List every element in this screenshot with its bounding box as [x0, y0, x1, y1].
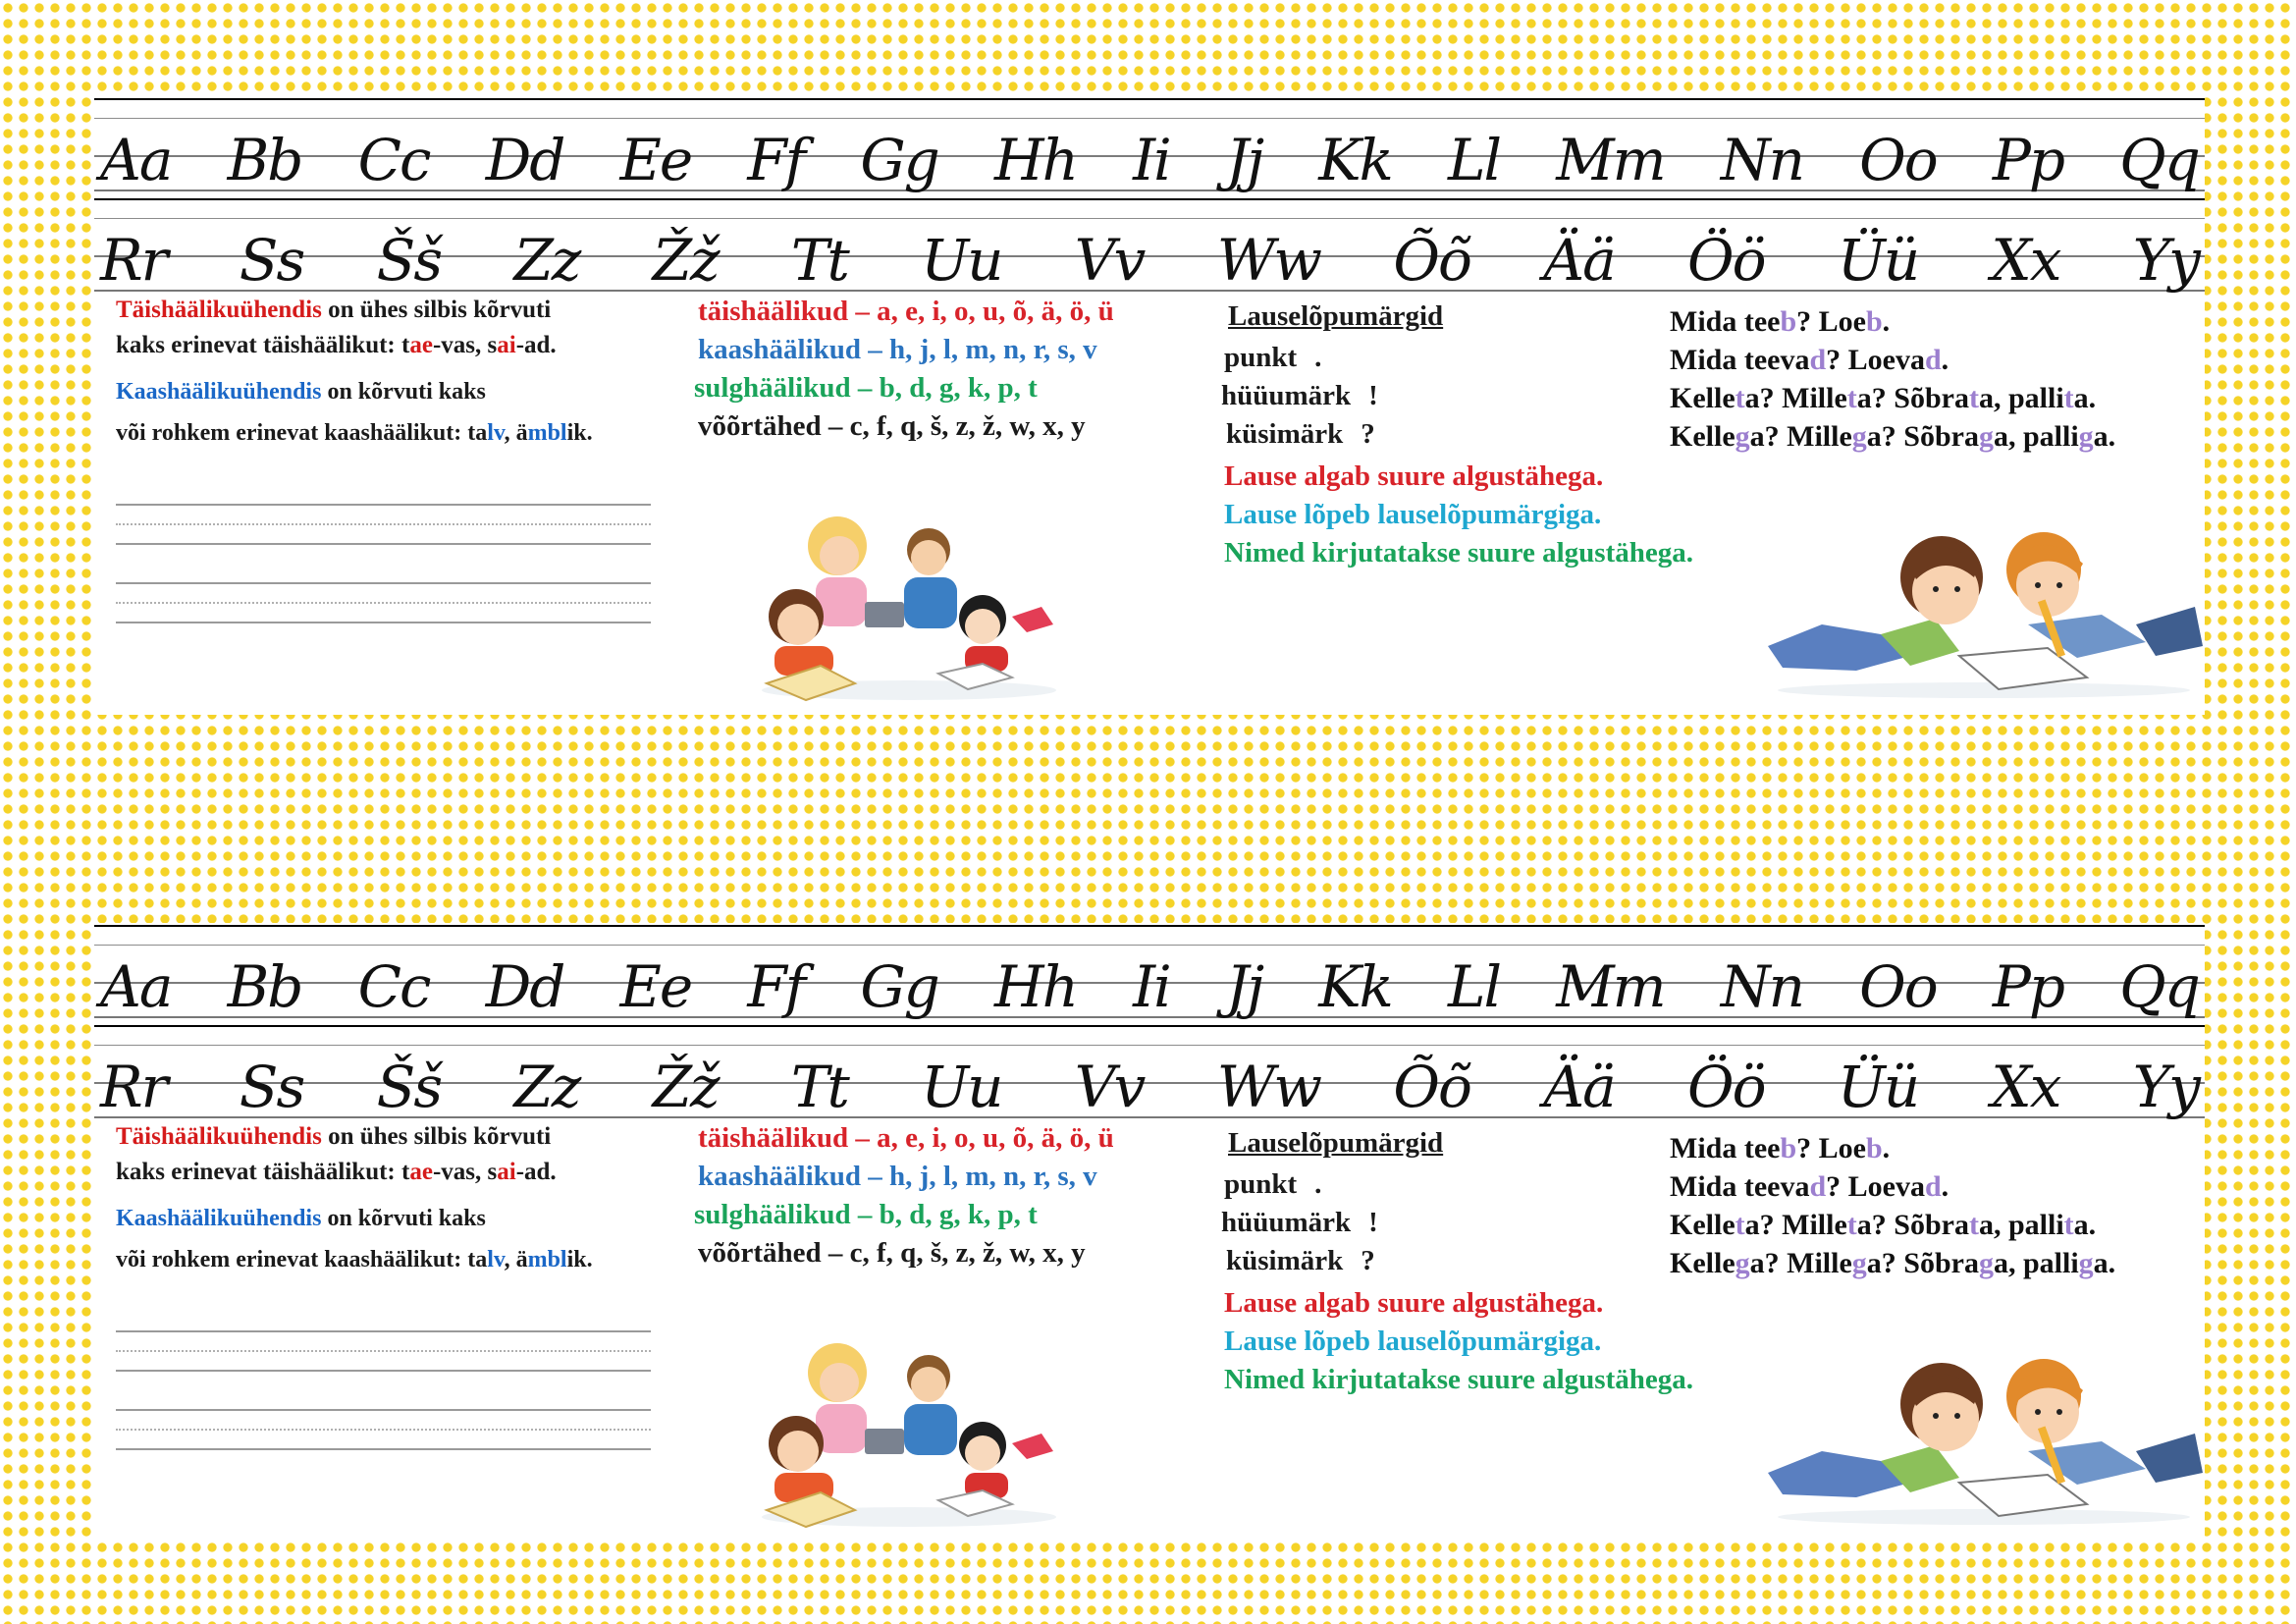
foreign-letters-line: võõrtähed – c, f, q, š, z, ž, w, x, y [698, 410, 1086, 442]
rule-text: ik. [566, 1247, 593, 1272]
cursive-letter: Ll [1447, 953, 1501, 1020]
exclamation-label: hüüumärk [1221, 1207, 1352, 1238]
punctuation-exclamation [1221, 382, 1378, 410]
question-text: Mida tee [1670, 1132, 1781, 1164]
cursive-letters [100, 931, 2199, 1020]
cursive-letter: Hh [994, 953, 1077, 1020]
question-text: a? Mille [1749, 1247, 1852, 1279]
alphabet-card-1 [94, 96, 2205, 715]
cursive-letter: Ww [1216, 1054, 1321, 1120]
cursive-letter: Bb [227, 953, 302, 1020]
cursive-letter: Tt [790, 1054, 848, 1120]
writing-children-illustration [1763, 1335, 2205, 1528]
punctuation-period [1224, 1170, 1321, 1199]
cursive-letter: Dd [485, 127, 564, 193]
cursive-letter: Uu [921, 1054, 1002, 1120]
question-text: a, palli [1978, 382, 2064, 414]
vowel-cluster-rule-line-1 [116, 1124, 551, 1149]
question-text: Kelle [1670, 1209, 1735, 1241]
question-text: ? Loeva [1826, 344, 1925, 376]
rule-text: kaks erinevat täishäälikut: t [116, 332, 410, 358]
question-text: Mida teeva [1670, 344, 1810, 376]
cursive-letter: Kk [1318, 953, 1392, 1020]
cursive-letter: Gg [860, 953, 938, 1020]
alphabet-card-2 [94, 923, 2205, 1542]
plosives-line: sulghäälikud – b, d, g, k, p, t [694, 1199, 1038, 1230]
exclamation-label: hüüumärk [1221, 380, 1352, 411]
cursive-letter: Mm [1556, 127, 1665, 193]
consonant-cluster-rule-line-1 [116, 1207, 486, 1230]
highlight-ending: b [1780, 1132, 1797, 1164]
cursive-letters [100, 204, 2199, 294]
question-symbol: ? [1361, 418, 1375, 450]
ending-line-2 [1670, 1172, 1949, 1202]
reading-children-illustration [747, 509, 1071, 703]
capital-start-rule: Lause algab suure algustähega. [1224, 1287, 1604, 1319]
rule-text: ik. [566, 420, 593, 446]
question-text: a. [2093, 1247, 2116, 1279]
consonant-cluster-rule-line-2 [116, 421, 593, 445]
cursive-letter: Ll [1447, 127, 1501, 193]
highlight-letters: ae [409, 1159, 433, 1185]
highlight-ending: t [1968, 1209, 1979, 1241]
question-text: a. [2093, 420, 2116, 453]
cursive-letter: Üü [1837, 1054, 1919, 1120]
cursive-alphabet-row-1 [94, 96, 2205, 194]
period-label: punkt [1224, 342, 1298, 373]
cursive-letter: Ss [239, 1054, 304, 1120]
cursive-alphabet-row-2 [94, 1023, 2205, 1121]
cursive-letter: Šš [376, 1054, 442, 1120]
ending-line-3 [1670, 1211, 2096, 1240]
question-text: ? Loeva [1826, 1170, 1925, 1203]
consonant-cluster-rule-line-1 [116, 380, 486, 404]
cursive-letter: Qq [2119, 127, 2199, 193]
vowel-cluster-rule-line-2 [116, 333, 557, 357]
consonant-cluster-rule-line-2 [116, 1248, 593, 1272]
highlight-ending: g [1735, 420, 1750, 453]
question-symbol: ? [1361, 1245, 1375, 1276]
question-text: a? Mille [1749, 420, 1852, 453]
cursive-letter: Ii [1133, 127, 1170, 193]
cursive-letter: Öö [1687, 1054, 1765, 1120]
cursive-letter: Õõ [1393, 1054, 1470, 1120]
highlight-ending: t [1735, 382, 1745, 414]
consonants-line: kaashäälikud – h, j, l, m, n, r, s, v [698, 1161, 1097, 1192]
cursive-letter: Nn [1720, 953, 1803, 1020]
highlight-ending: b [1865, 1132, 1883, 1164]
question-text: ? Loe [1796, 305, 1866, 338]
cursive-letter: Cc [357, 953, 430, 1020]
vowel-cluster-rule-line-1 [116, 298, 551, 322]
foreign-letters-line: võõrtähed – c, f, q, š, z, ž, w, x, y [698, 1237, 1086, 1269]
highlight-ending: g [1851, 420, 1867, 453]
cursive-letter: Rr [100, 227, 167, 294]
consonants-line: kaashäälikud – h, j, l, m, n, r, s, v [698, 334, 1097, 365]
highlight-ending: g [1851, 1247, 1867, 1279]
highlight-letters: mbl [527, 420, 567, 446]
rule-text: on ühes silbis kõrvuti [321, 297, 552, 323]
question-text: a? Mille [1744, 1209, 1847, 1241]
question-text: a? Sõbra [1856, 1209, 1969, 1241]
question-label: küsimärk [1226, 418, 1344, 450]
highlight-ending: d [1924, 1170, 1942, 1203]
ending-line-3 [1670, 384, 2096, 413]
cursive-letter: Ee [619, 953, 692, 1020]
question-text: a? Sõbra [1866, 420, 1979, 453]
rule-text: , ä [504, 420, 528, 446]
cursive-letter: Yy [2132, 227, 2199, 294]
cursive-letter: Ww [1216, 227, 1321, 294]
highlight-letters: ae [409, 332, 433, 358]
term-vowel-cluster: Täishäälikuühendis [116, 1123, 322, 1150]
blank-writing-lines [116, 1330, 651, 1502]
highlight-ending: t [1735, 1209, 1745, 1241]
cursive-letter: Žž [652, 1054, 719, 1120]
cursive-letter: Üü [1837, 227, 1919, 294]
exclamation-symbol: ! [1368, 380, 1378, 411]
question-text: a. [2073, 1209, 2097, 1241]
cursive-letter: Zz [513, 1054, 580, 1120]
rule-text: -vas, s [432, 1159, 498, 1185]
question-text: . [1941, 1170, 1949, 1203]
names-capital-rule: Nimed kirjutatakse suure algustähega. [1224, 1364, 1693, 1395]
cursive-letter: Ää [1543, 227, 1615, 294]
highlight-letters: ai [497, 1159, 516, 1185]
rule-text: või rohkem erinevat kaashäälikut: ta [116, 1247, 488, 1272]
question-text: . [1882, 1132, 1891, 1164]
cursive-letter: Rr [100, 1054, 167, 1120]
rule-text: , ä [504, 1247, 528, 1272]
writing-children-illustration [1763, 509, 2205, 701]
punctuation-end-rule: Lause lõpeb lauselõpumärgiga. [1224, 1326, 1602, 1357]
cursive-letter: Õõ [1393, 227, 1470, 294]
punctuation-end-rule: Lause lõpeb lauselõpumärgiga. [1224, 499, 1602, 530]
highlight-ending: g [1978, 420, 1994, 453]
vowels-line: täishäälikud – a, e, i, o, u, õ, ä, ö, ü [698, 1122, 1114, 1154]
cursive-letter: Tt [790, 227, 848, 294]
cursive-letter: Jj [1225, 953, 1263, 1020]
cursive-letter: Öö [1687, 227, 1765, 294]
cursive-letter: Pp [1992, 953, 2063, 1020]
punctuation-question [1226, 420, 1375, 449]
cursive-alphabet-row-2 [94, 196, 2205, 295]
cursive-letter: Aa [100, 953, 172, 1020]
cursive-letter: Ss [239, 227, 304, 294]
cursive-letter: Bb [227, 127, 302, 193]
rule-text: on ühes silbis kõrvuti [321, 1123, 552, 1150]
rule-text: on kõrvuti kaks [321, 379, 486, 405]
cursive-letter: Nn [1720, 127, 1803, 193]
question-text: Mida tee [1670, 305, 1781, 338]
question-text: a, palli [1993, 1247, 2079, 1279]
term-consonant-cluster: Kaashäälikuühendis [116, 1206, 322, 1231]
cursive-letter: Kk [1318, 127, 1392, 193]
question-text: a? Mille [1744, 382, 1847, 414]
highlight-ending: t [1968, 382, 1979, 414]
highlight-ending: g [2078, 420, 2094, 453]
question-text: Kelle [1670, 420, 1735, 453]
term-consonant-cluster: Kaashäälikuühendis [116, 379, 322, 405]
question-text: a? Sõbra [1866, 1247, 1979, 1279]
rule-text: on kõrvuti kaks [321, 1206, 486, 1231]
highlight-letters: ai [497, 332, 516, 358]
term-vowel-cluster: Täishäälikuühendis [116, 297, 322, 323]
highlight-ending: g [1978, 1247, 1994, 1279]
rule-text: -ad. [515, 1159, 557, 1185]
ending-line-2 [1670, 346, 1949, 375]
highlight-letters: lv [487, 1247, 505, 1272]
cursive-letter: Oo [1859, 953, 1937, 1020]
cursive-letter: Dd [485, 953, 564, 1020]
exclamation-symbol: ! [1368, 1207, 1378, 1238]
punctuation-question [1226, 1247, 1375, 1275]
blank-writing-lines [116, 504, 651, 676]
cursive-letter: Cc [357, 127, 430, 193]
punctuation-heading: Lauselõpumärgid [1228, 1127, 1444, 1159]
rule-text: või rohkem erinevat kaashäälikut: ta [116, 420, 488, 446]
cursive-letter: Gg [860, 127, 938, 193]
highlight-ending: d [1809, 344, 1827, 376]
highlight-ending: t [1846, 382, 1857, 414]
rule-text: kaks erinevat täishäälikut: t [116, 1159, 410, 1185]
plosives-line: sulghäälikud – b, d, g, k, p, t [694, 372, 1038, 404]
highlight-ending: g [2078, 1247, 2094, 1279]
question-text: a, palli [1993, 420, 2079, 453]
question-text: Mida teeva [1670, 1170, 1810, 1203]
punctuation-heading: Lauselõpumärgid [1228, 300, 1444, 332]
highlight-ending: g [1735, 1247, 1750, 1279]
cursive-letter: Xx [1991, 1054, 2060, 1120]
cursive-letter: Pp [1992, 127, 2063, 193]
highlight-ending: t [2063, 382, 2074, 414]
period-label: punkt [1224, 1168, 1298, 1200]
ending-line-1 [1670, 1134, 1890, 1164]
question-text: . [1882, 305, 1891, 338]
highlight-letters: mbl [527, 1247, 567, 1272]
cursive-letter: Aa [100, 127, 172, 193]
cursive-letter: Jj [1225, 127, 1263, 193]
cursive-letter: Hh [994, 127, 1077, 193]
cursive-letter: Mm [1556, 953, 1665, 1020]
ending-line-1 [1670, 307, 1890, 337]
cursive-letter: Qq [2119, 953, 2199, 1020]
cursive-letter: Žž [652, 227, 719, 294]
question-text: Kelle [1670, 382, 1735, 414]
cursive-letter: Ff [747, 127, 805, 193]
punctuation-period [1224, 344, 1321, 372]
question-text: a? Sõbra [1856, 382, 1969, 414]
highlight-ending: b [1865, 305, 1883, 338]
cursive-letter: Vv [1074, 227, 1145, 294]
names-capital-rule: Nimed kirjutatakse suure algustähega. [1224, 537, 1693, 568]
cursive-letters [100, 1031, 2199, 1120]
question-text: a, palli [1978, 1209, 2064, 1241]
rule-text: -vas, s [432, 332, 498, 358]
ending-line-4 [1670, 1249, 2115, 1278]
question-label: küsimärk [1226, 1245, 1344, 1276]
capital-start-rule: Lause algab suure algustähega. [1224, 460, 1604, 492]
cursive-letter: Yy [2132, 1054, 2199, 1120]
period-symbol: . [1314, 342, 1322, 373]
question-text: . [1941, 344, 1949, 376]
period-symbol: . [1314, 1168, 1322, 1200]
punctuation-exclamation [1221, 1209, 1378, 1237]
highlight-ending: t [1846, 1209, 1857, 1241]
cursive-letter: Oo [1859, 127, 1937, 193]
cursive-letter: Uu [921, 227, 1002, 294]
highlight-ending: d [1809, 1170, 1827, 1203]
highlight-ending: d [1924, 344, 1942, 376]
cursive-letter: Ff [747, 953, 805, 1020]
cursive-letter: Xx [1991, 227, 2060, 294]
reading-children-illustration [747, 1335, 1071, 1530]
cursive-letter: Ää [1543, 1054, 1615, 1120]
cursive-letter: Vv [1074, 1054, 1145, 1120]
highlight-letters: lv [487, 420, 505, 446]
question-text: ? Loe [1796, 1132, 1866, 1164]
vowels-line: täishäälikud – a, e, i, o, u, õ, ä, ö, ü [698, 296, 1114, 327]
question-text: a. [2073, 382, 2097, 414]
rule-text: -ad. [515, 332, 557, 358]
vowel-cluster-rule-line-2 [116, 1160, 557, 1184]
cursive-letter: Zz [513, 227, 580, 294]
ending-line-4 [1670, 422, 2115, 452]
cursive-letter: Šš [376, 227, 442, 294]
cursive-letter: Ii [1133, 953, 1170, 1020]
cursive-letters [100, 104, 2199, 193]
cursive-letter: Ee [619, 127, 692, 193]
highlight-ending: t [2063, 1209, 2074, 1241]
cursive-alphabet-row-1 [94, 923, 2205, 1021]
highlight-ending: b [1780, 305, 1797, 338]
question-text: Kelle [1670, 1247, 1735, 1279]
